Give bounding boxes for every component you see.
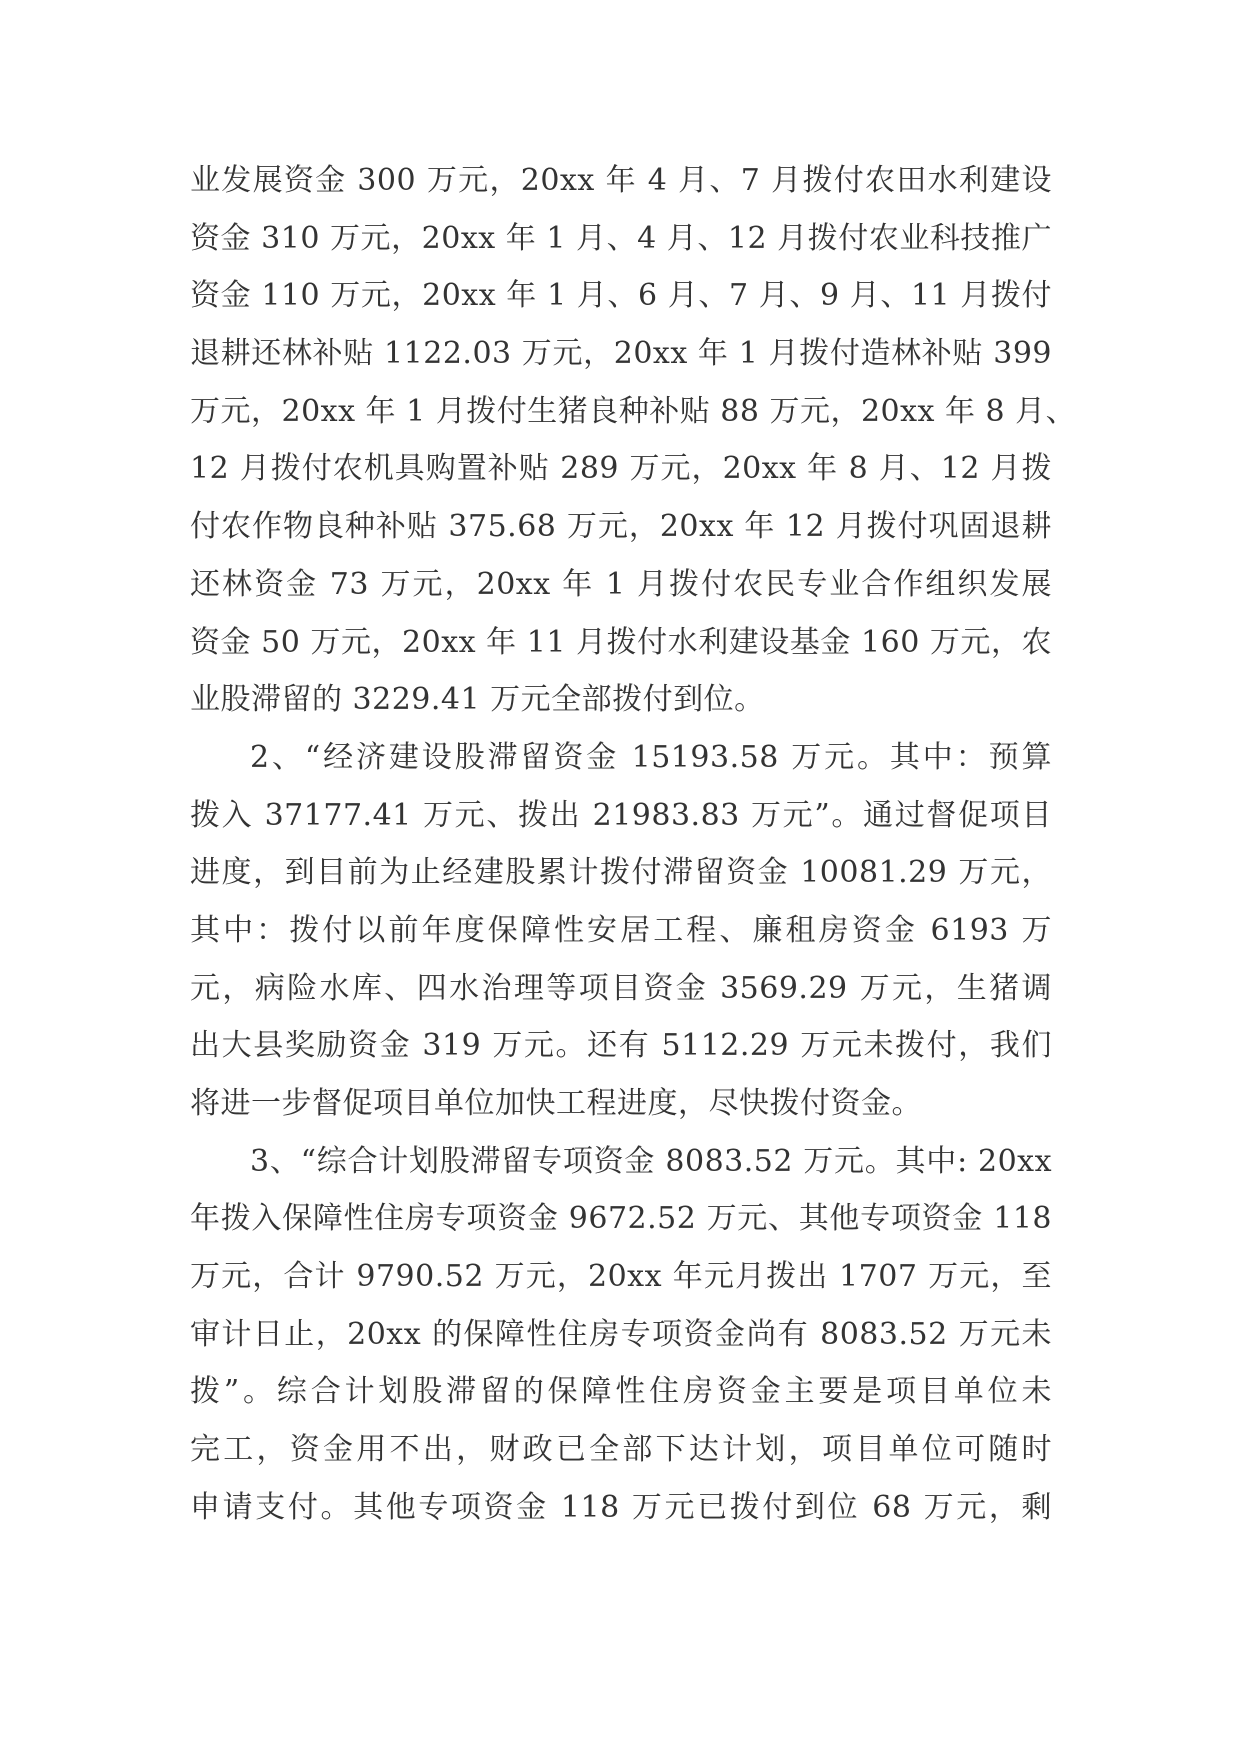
text-line: 拨”。综合计划股滞留的保障性住房资金主要是项目单位未: [190, 1374, 1052, 1410]
text-line: 其中：拨付以前年度保障性安居工程、廉租房资金 6193 万: [190, 912, 1052, 948]
text-line: 将进一步督促项目单位加快工程进度，尽快拨付资金。: [190, 1086, 922, 1121]
text-line: 业股滞留的 3229.41 万元全部拨付到位。: [190, 682, 765, 718]
text-line: 12 月拨付农机具购置补贴 289 万元，20xx 年 8 月、12 月拨: [190, 451, 1052, 487]
text-line: 年拨入保障性住房专项资金 9672.52 万元、其他专项资金 118: [190, 1201, 1052, 1237]
text-line: 业发展资金 300 万元，20xx 年 4 月、7 月拨付农田水利建设: [190, 163, 1052, 198]
text-line: 元，病险水库、四水治理等项目资金 3569.29 万元，生猪调: [190, 970, 1052, 1006]
text-line: 进度，到目前为止经建股累计拨付滞留资金 10081.29 万元，: [190, 855, 1052, 891]
text-line: 审计日止，20xx 的保障性住房专项资金尚有 8083.52 万元未: [190, 1316, 1052, 1352]
text-line: 万元，20xx 年 1 月拨付生猪良种补贴 88 万元，20xx 年 8 月、: [190, 393, 1077, 429]
text-line: 资金 50 万元，20xx 年 11 月拨付水利建设基金 160 万元，农: [190, 624, 1052, 660]
text-line: 完工，资金用不出，财政已全部下达计划，项目单位可随时: [190, 1432, 1052, 1468]
text-line: 万元，合计 9790.52 万元，20xx 年元月拨出 1707 万元，至: [190, 1259, 1052, 1295]
body-text: [190, 152, 1077, 1537]
text-line: 还林资金 73 万元，20xx 年 1 月拨付农民专业合作组织发展: [190, 566, 1052, 602]
text-line: 拨入 37177.41 万元、拨出 21983.83 万元”。通过督促项目: [190, 797, 1052, 833]
paragraph-2-first-line: 2、“经济建设股滞留资金 15193.58 万元。其中：预算: [250, 739, 1052, 775]
text-line: 出大县奖励资金 319 万元。还有 5112.29 万元未拨付，我们: [190, 1028, 1052, 1064]
paragraph-3-first-line: 3、“综合计划股滞留专项资金 8083.52 万元。其中: 20xx: [250, 1143, 1052, 1179]
text-line: 资金 110 万元，20xx 年 1 月、6 月、7 月、9 月、11 月拨付: [190, 278, 1052, 314]
text-line: 退耕还林补贴 1122.03 万元，20xx 年 1 月拨付造林补贴 399: [190, 336, 1052, 372]
text-line: 资金 310 万元，20xx 年 1 月、4 月、12 月拨付农业科技推广: [190, 220, 1052, 256]
text-line: 付农作物良种补贴 375.68 万元，20xx 年 12 月拨付巩固退耕: [190, 509, 1052, 545]
text-line: 申请支付。其他专项资金 118 万元已拨付到位 68 万元，剩: [190, 1489, 1052, 1525]
